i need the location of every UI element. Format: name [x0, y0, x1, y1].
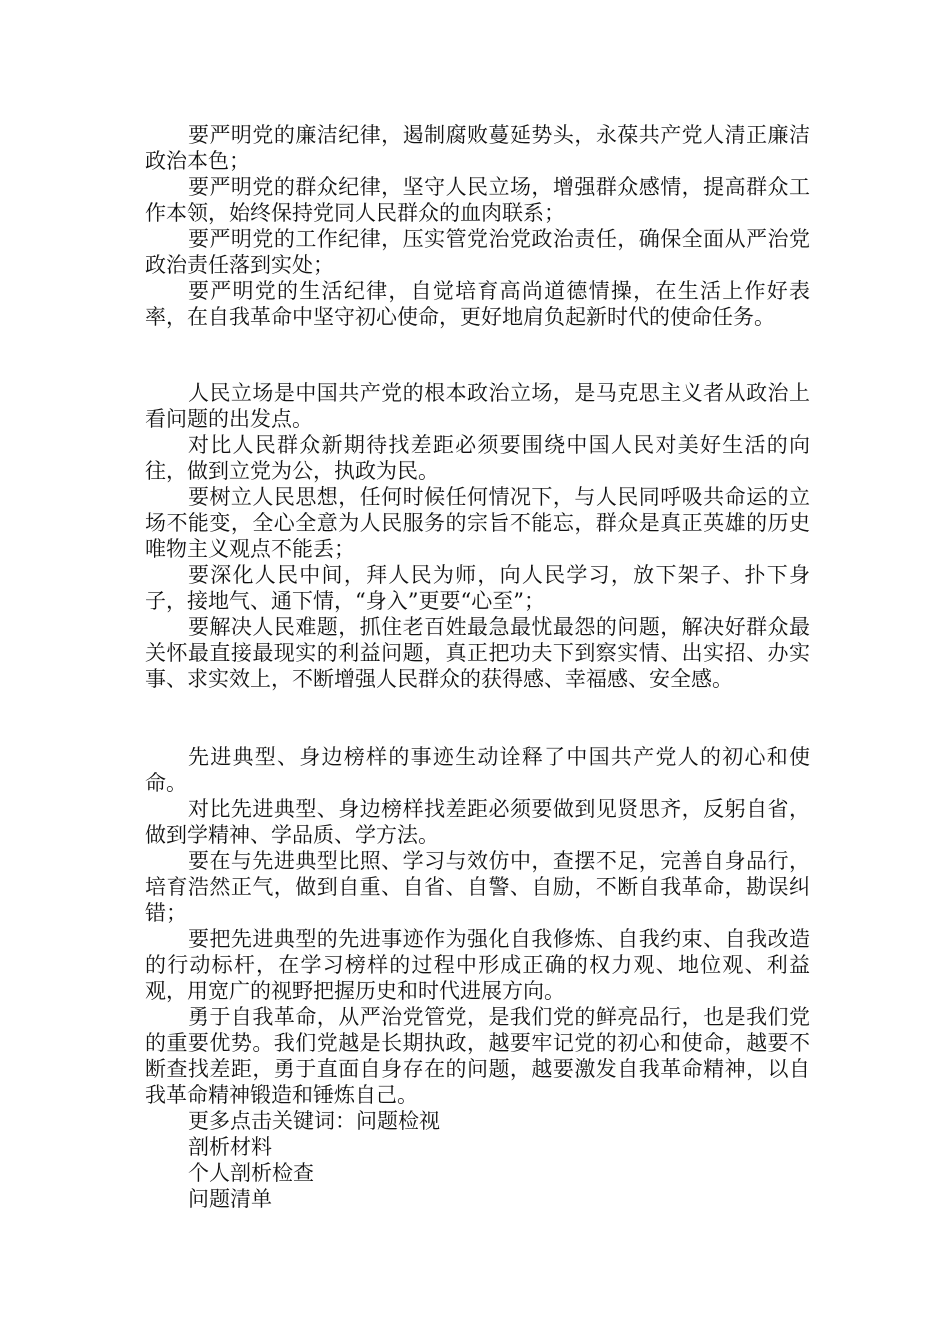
- paragraph: 要树立人民思想，任何时候任何情况下，与人民同呼吸共命运的立场不能变，全心全意为人民服务的宗旨不能忘，群众是真正英雄的历史唯物主义观点不能丢；: [145, 485, 810, 561]
- paragraph: 要严明党的工作纪律，压实管党治党政治责任，确保全面从严治党政治责任落到实处；: [145, 227, 810, 277]
- paragraph: 要严明党的群众纪律，坚守人民立场，增强群众感情，提高群众工作本领，始终保持党同人民群众的血肉联系；: [145, 175, 810, 225]
- paragraph: 要把先进典型的先进事迹作为强化自我修炼、自我约束、自我改造的行动标杆，在学习榜样的过程中形成正确的权力观、地位观、利益观，用宽广的视野把握历史和时代进展方向。: [145, 927, 810, 1003]
- paragraph: 勇于自我革命，从严治党管党，是我们党的鲜亮品行，也是我们党的重要优势。我们党越是长期执政，越要牢记党的初心和使命，越要不断查找差距，勇于直面自身存在的问题，越要激发自我革命精神，以自我革命精神锻造和锤炼自己。: [145, 1005, 810, 1107]
- section-party-discipline: [145, 122, 810, 330]
- paragraph: 对比人民群众新期待找差距必须要围绕中国人民对美好生活的向往，做到立党为公，执政为民。: [145, 433, 810, 483]
- keywords-line: 更多点击关键词：问题检视: [188, 1109, 440, 1133]
- section-spacer: [145, 330, 810, 380]
- keyword-item: 个人剖析检查: [188, 1161, 314, 1185]
- paragraph: 要深化人民中间，拜人民为师，向人民学习，放下架子、扑下身子，接地气、通下情，“身入”更要“心至”；: [145, 563, 810, 613]
- paragraph: 先进典型、身边榜样的事迹生动诠释了中国共产党人的初心和使命。: [145, 745, 810, 795]
- keyword-item: 问题清单: [188, 1187, 272, 1211]
- paragraph: 要严明党的廉洁纪律，遏制腐败蔓延势头，永葆共产党人清正廉洁政治本色；: [145, 123, 810, 173]
- paragraph: 要在与先进典型比照、学习与效仿中，查摆不足，完善自身品行，培育浩然正气，做到自重、自省、自警、自励，不断自我革命，勘误纠错；: [145, 849, 810, 925]
- keyword-item: 剖析材料: [188, 1135, 272, 1159]
- paragraph: 要解决人民难题，抓住老百姓最急最忧最怨的问题，解决好群众最关怀最直接最现实的利益问题，真正把功夫下到察实情、出实招、办实事、求实效上，不断增强人民群众的获得感、幸福感、安全感。: [145, 615, 810, 691]
- paragraph: 要严明党的生活纪律，自觉培育高尚道德情操，在生活上作好表率，在自我革命中坚守初心使命，更好地肩负起新时代的使命任务。: [145, 279, 810, 329]
- section-role-models: [145, 744, 810, 1212]
- document-body: [145, 122, 810, 1212]
- section-people-stance: [145, 380, 810, 692]
- section-spacer: [145, 692, 810, 744]
- paragraph: 人民立场是中国共产党的根本政治立场，是马克思主义者从政治上看问题的出发点。: [145, 381, 810, 431]
- paragraph: 对比先进典型、身边榜样找差距必须要做到见贤思齐，反躬自省，做到学精神、学品质、学方法。: [145, 797, 810, 847]
